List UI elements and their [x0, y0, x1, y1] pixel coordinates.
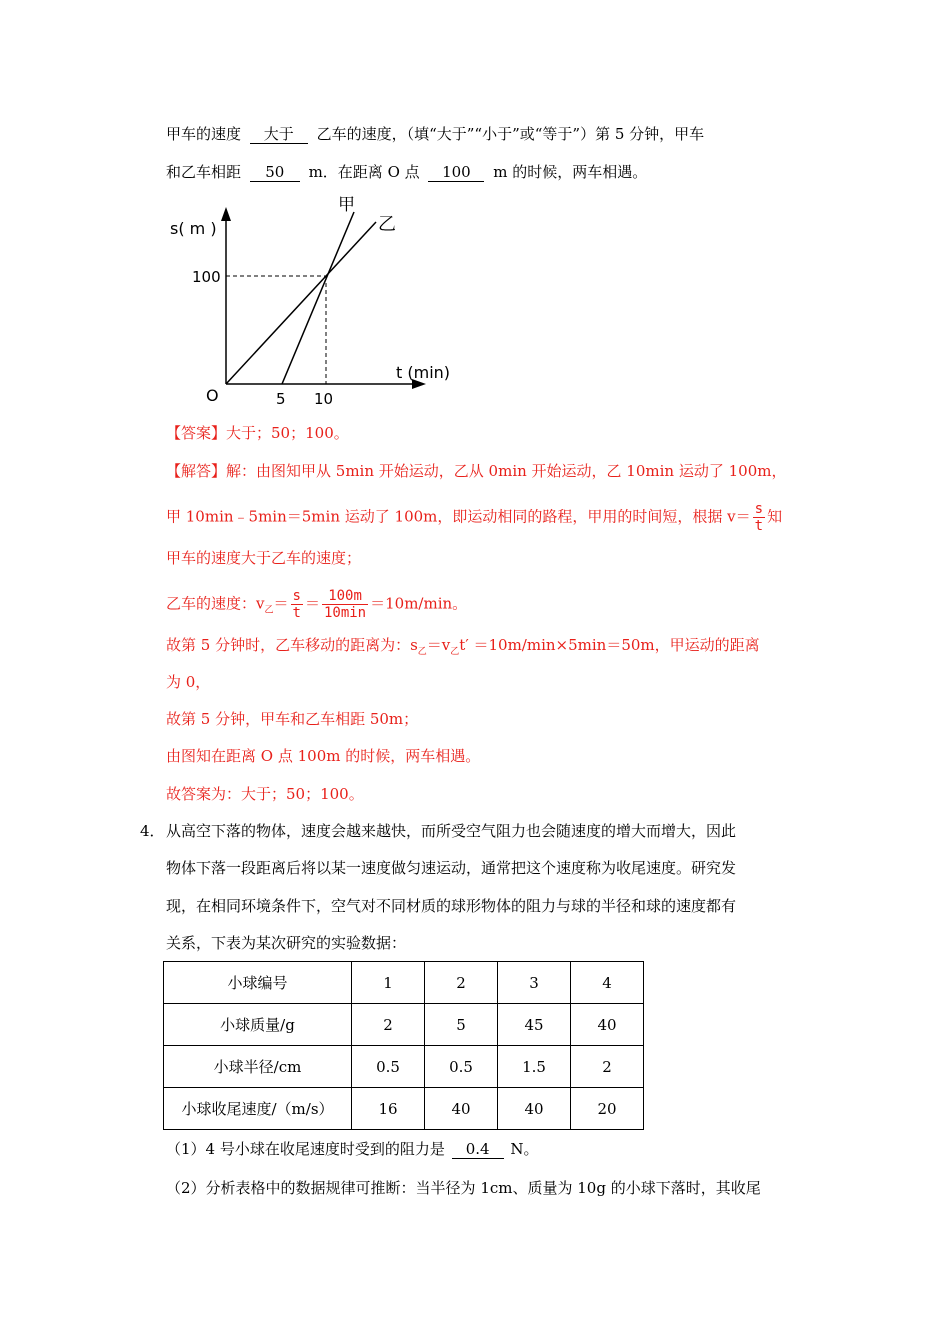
explain-line-8: 由图知在距离 O 点 100m 的时候，两车相遇。 [166, 747, 481, 765]
fraction-100m-over-10min: $\frac{100m}{10\min}$ [323, 588, 367, 621]
explain-line-2: 甲 10min﹣5min＝5min 运动了 100m，即运动相同的路程，甲用的时间短，根据 v＝ $\frac{s}{t}$ 知 [166, 501, 783, 534]
data-table [163, 961, 644, 1130]
q4-number: 4． [140, 822, 165, 840]
origin-label: O [206, 386, 219, 405]
answer-line: 【答案】大于；50；100。 [166, 424, 349, 442]
explain-line-9: 故答案为：大于；50；100。 [166, 785, 364, 803]
q3-line-2: 和乙车相距 50 m．在距离 O 点 100 m 的时候，两车相遇。 [166, 163, 648, 181]
blank-answer-3: 100 [428, 164, 484, 182]
line-jia [282, 212, 354, 384]
answer-tag: 【答案】 [166, 424, 227, 442]
x-tick-10: 10 [314, 390, 334, 407]
blank-answer-2: 50 [250, 164, 300, 182]
fraction-s-over-t-2: $\frac{s}{t}$ [292, 588, 301, 621]
table-row: 小球质量/g 2 5 45 40 [164, 1004, 644, 1046]
q4-sub-1: （1）4 号小球在收尾速度时受到的阻力是 0.4 N。 [166, 1140, 539, 1158]
fraction-s-over-t: $\frac{s}{t}$ [754, 501, 764, 534]
explain-line-7: 故第 5 分钟，甲车和乙车相距 50m； [166, 710, 419, 728]
q3-line-1: 甲车的速度 大于 乙车的速度，（填“大于”“小于”或“等于”）第 5 分钟，甲车 [166, 125, 705, 143]
x-tick-5: 5 [276, 390, 286, 407]
q4-line-3: 现，在相同环境条件下，空气对不同材质的球形物体的阻力与球的半径和球的速度都有 [166, 897, 737, 915]
explain-line-1: 【解答】解：由图知甲从 5min 开始运动，乙从 0min 开始运动，乙 10min 运动了 100m， [166, 462, 787, 480]
q4-sub-2: （2）分析表格中的数据规律可推断：当半径为 1cm、质量为 10g 的小球下落时，其收尾 [166, 1179, 761, 1197]
q4-line-1: 从高空下落的物体，速度会越来越快，而所受空气阻力也会随速度的增大而增大，因此 [166, 822, 737, 840]
explain-tag: 【解答】 [166, 462, 227, 480]
y-axis-arrow [221, 207, 231, 221]
line-yi [226, 222, 376, 384]
explain-line-6: 为 0， [166, 673, 211, 691]
explain-line-5: 故第 5 分钟时，乙车移动的距离为：$s_乙=v_乙t' =10m/\min\times 5\min=50m$，甲运动的距离 [166, 636, 760, 657]
table-row: 小球收尾速度/（m/s） 16 40 40 20 [164, 1088, 644, 1130]
table-row: 小球编号 1 2 3 4 [164, 962, 644, 1004]
explain-line-3: 甲车的速度大于乙车的速度； [166, 549, 362, 567]
y-tick-100: 100 [192, 268, 221, 286]
blank-answer-4: 0.4 [452, 1141, 504, 1159]
st-graph [160, 192, 460, 407]
table-row: 小球半径/cm 0.5 0.5 1.5 2 [164, 1046, 644, 1088]
line-yi-label: 乙 [378, 214, 396, 235]
q4-line-4: 关系，下表为某次研究的实验数据： [166, 934, 407, 952]
x-axis-label: t (min) [396, 363, 451, 382]
blank-answer-1: 大于 [250, 126, 308, 144]
q4-line-2: 物体下落一段距离后将以某一速度做匀速运动，通常把这个速度称为收尾速度。研究发 [166, 859, 737, 877]
y-axis-label: s( m ) [170, 219, 217, 238]
explain-line-4: 乙车的速度：$v_乙=$ $\frac{s}{t}$ ＝ $\frac{100m}{10\min}$ ＝10m/min。 [166, 588, 468, 621]
line-jia-label: 甲 [338, 195, 355, 215]
